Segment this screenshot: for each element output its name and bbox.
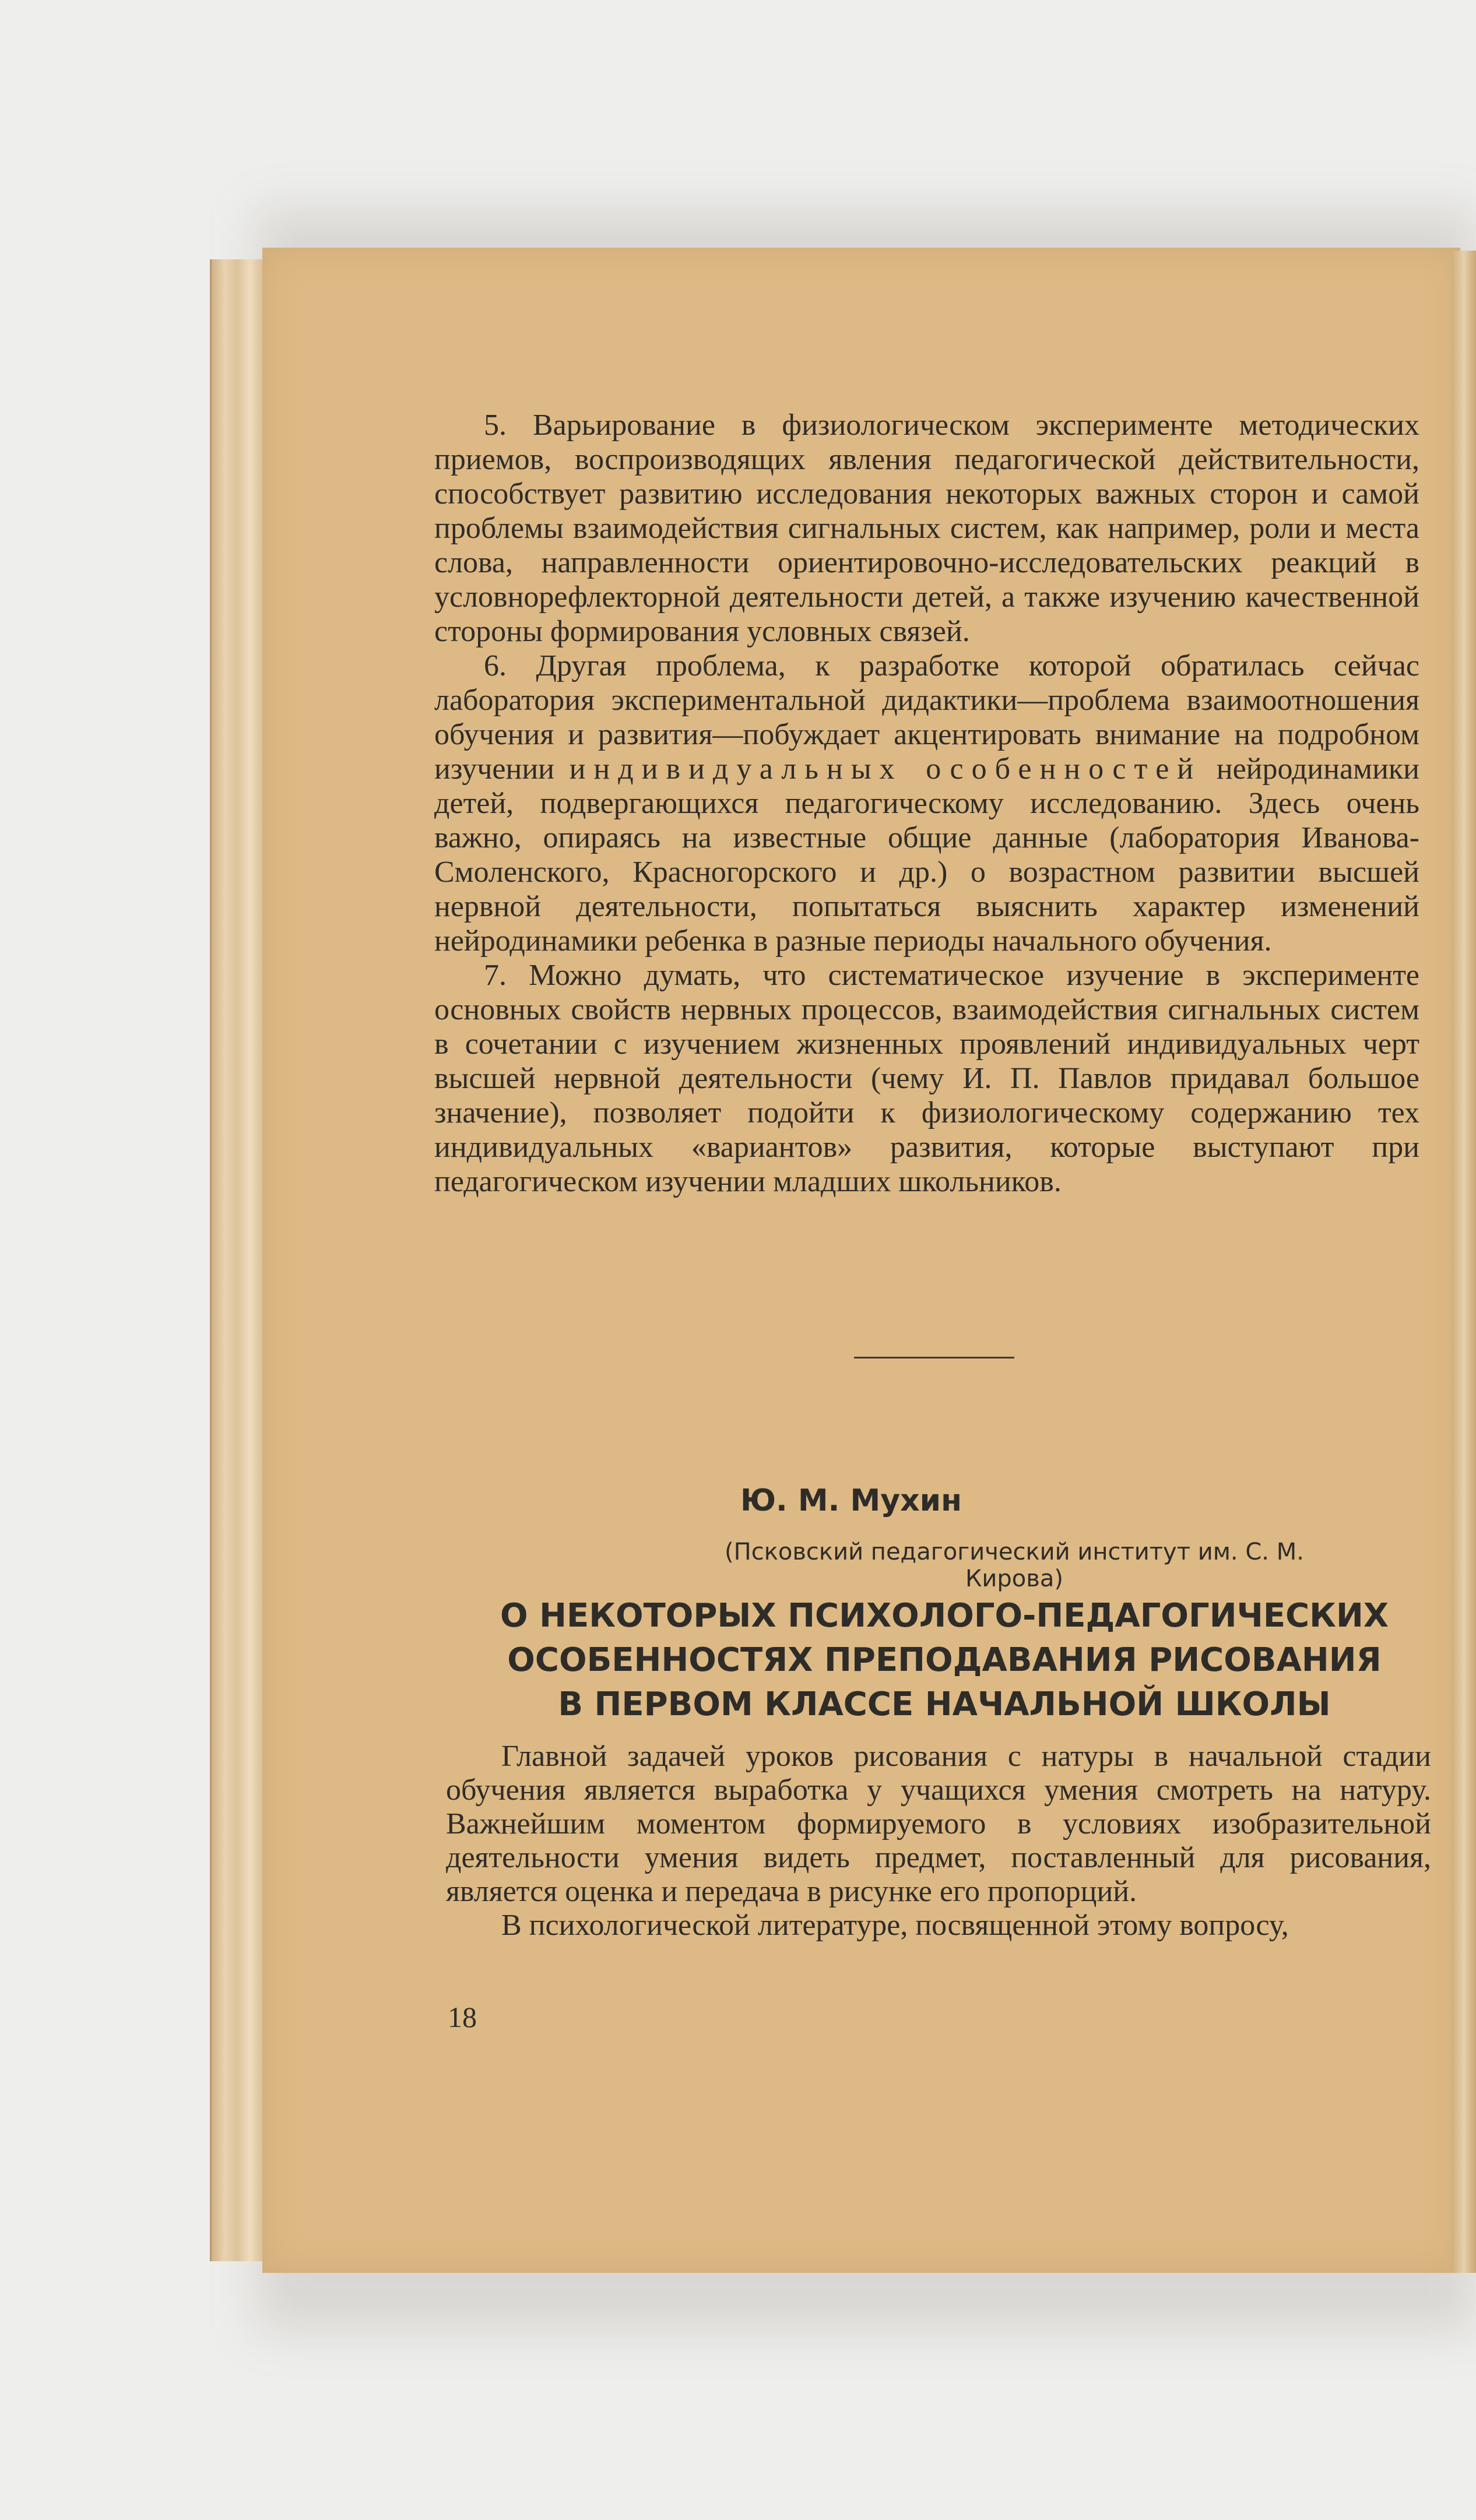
- article-affiliation: [676, 1539, 1352, 1592]
- title-line-2: ОСОБЕННОСТЯХ ПРЕПОДАВАНИЯ РИСОВАНИЯ: [507, 1641, 1382, 1679]
- paragraph-point-7: [434, 958, 1419, 1199]
- affiliation-text: (Псковский педагогический институт им. С. М. Кирова): [725, 1539, 1304, 1592]
- section-divider-line: [854, 1357, 1014, 1358]
- paragraph-text-end: нейродинамики детей, подвергающихся педагогическому исследованию. Здесь очень важно, опираясь на известные общие данные (лаборатория Иванова-Смоленского, Красногорского и др.) о возрастном развитии высшей нервной деятельности, попытаться выяснить характер изменений нейродинамики ребенка в разные периоды начального обучения.: [434, 752, 1419, 958]
- paragraph-point-6: [434, 649, 1419, 958]
- paragraph-point-5: [434, 408, 1419, 649]
- page-right-edge: [1452, 251, 1476, 2273]
- paragraph-text: 7. Можно думать, что систематическое изучение в эксперименте основных свойств нервных процессов, взаимодействия сигнальных систем в сочетании с изучением жизненных проявлений индивидуальных черт высшей нервной деятельности (чему И. П. Павлов придавал большое значение), позволяет подойти к физиологическому содержанию тех индивидуальных «вариантов» развития, которые выступают при педагогическом изучении младших школьников.: [434, 959, 1419, 1198]
- article-body: [446, 1740, 1431, 1942]
- paragraph-text: 5. Варьирование в физиологическом эксперименте методических приемов, воспроизводящих явления педагогической действительности, способствует развитию исследования некоторых важных сторон и самой проблемы взаимодействия сигнальных систем, как например, роли и места слова, направленности ориентировочно-исследовательских реакций в условнорефлекторной деятельности детей, а также изучению качественной стороны формирования условных связей.: [434, 409, 1419, 648]
- article-title: [478, 1594, 1411, 1727]
- article-paragraph-1: Главной задачей уроков рисования с натуры в начальной стадии обучения является выработка у учащихся умения смотреть на натуру. Важнейшим моментом формируемого в условиях изобразительной деятельности умения видеть предмет, поставленный для рисования, является оценка и передача в рисунке его пропорций.: [446, 1740, 1431, 1908]
- title-line-1: О НЕКОТОРЫХ ПСИХОЛОГО-ПЕДАГОГИЧЕСКИХ: [500, 1597, 1389, 1635]
- section-numbered-points: [434, 408, 1419, 1199]
- article-paragraph-2: В психологической литературе, посвященной этому вопросу,: [501, 1909, 1289, 1942]
- title-line-3: В ПЕРВОМ КЛАССЕ НАЧАЛЬНОЙ ШКОЛЫ: [558, 1685, 1331, 1723]
- paragraph-text-start: 6. Другая проблема, к разработке которой обратилась сейчас лаборатория экспериментальной дидактики—проблема взаимоотношения обучения и развития—побуждает акцентировать внимание на подробном изучении: [434, 649, 1419, 786]
- article-author: [0, 1483, 1476, 1518]
- author-name: Ю. М. Мухин: [740, 1483, 962, 1518]
- emphasized-spaced-text: индивидуальных особенностей: [569, 752, 1202, 786]
- page-number: 18: [448, 2001, 477, 2033]
